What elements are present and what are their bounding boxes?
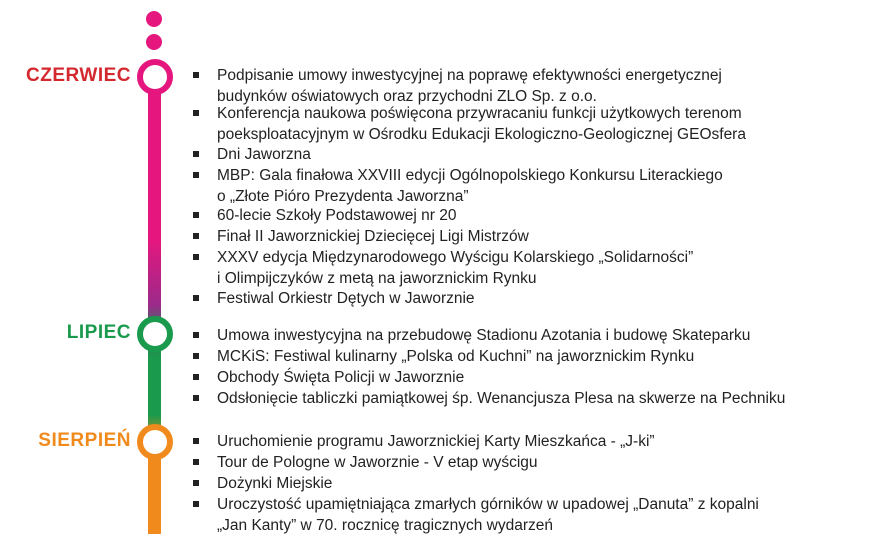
event-text: Festiwal Orkiestr Dętych w Jaworznie (217, 290, 475, 307)
event-text: Obchody Święta Policji w Jaworznie (217, 369, 465, 386)
bullet-icon (193, 254, 199, 260)
event-text: 60-lecie Szkoły Podstawowej nr 20 (217, 207, 457, 224)
event-text: Dni Jaworzna (217, 146, 311, 163)
bullet-icon (193, 501, 199, 507)
bullet-icon (193, 395, 199, 401)
event-text: Uroczystość upamiętniająca zmarłych górników w upadowej „Danuta” z kopalni „Jan Kanty” w 70. rocznicę tragicznych wydarzeń (217, 496, 759, 534)
bullet-icon (193, 72, 199, 78)
bullet-icon (193, 233, 199, 239)
bullet-icon (193, 480, 199, 486)
timeline-track (148, 70, 161, 534)
bullet-icon (193, 332, 199, 338)
bullet-icon (193, 353, 199, 359)
event-text: Umowa inwestycyjna na przebudowę Stadionu Azotania i budowę Skateparku (217, 327, 751, 344)
event-text: XXXV edycja Międzynarodowego Wyścigu Kolarskiego „Solidarności” i Olimpijczyków z metą na jaworznickim Rynku (217, 249, 694, 287)
bullet-icon (193, 151, 199, 157)
event-text: Odsłonięcie tabliczki pamiątkowej śp. Wenancjusza Plesa na skwerze na Pechniku (217, 390, 786, 407)
bullet-icon (193, 212, 199, 218)
lipiec-ring (137, 316, 173, 352)
event-text: Uruchomienie programu Jaworznickiej Karty Mieszkańca - „J-ki” (217, 433, 655, 450)
event-text: MCKiS: Festiwal kulinarny „Polska od Kuchni” na jaworznickim Rynku (217, 348, 695, 365)
bullet-icon (193, 172, 199, 178)
timeline-dot-top (146, 11, 162, 27)
event-text: Finał II Jaworznickiej Dziecięcej Ligi Mistrzów (217, 228, 529, 245)
bullet-icon (193, 110, 199, 116)
month-label-czerwiec: CZERWIEC (26, 65, 131, 86)
czerwiec-ring (137, 59, 173, 95)
event-text: Tour de Pologne w Jaworznie - V etap wyścigu (217, 454, 538, 471)
month-label-sierpien: SIERPIEŃ (38, 430, 131, 451)
sierpien-ring (137, 424, 173, 460)
event-text: Dożynki Miejskie (217, 475, 333, 492)
event-text: Konferencja naukowa poświęcona przywracaniu funkcji użytkowych terenom poeksploatacyjnym w Ośrodku Edukacji Ekologiczno-Geologicznej GEOsfera (217, 105, 746, 143)
bullet-icon (193, 374, 199, 380)
bullet-icon (193, 295, 199, 301)
timeline-dot-second (146, 34, 162, 50)
event-text: MBP: Gala finałowa XXVIII edycji Ogólnopolskiego Konkursu Literackiego o „Złote Pióro Prezydenta Jaworzna” (217, 167, 723, 205)
bullet-icon (193, 459, 199, 465)
bullet-icon (193, 438, 199, 444)
month-label-lipiec: LIPIEC (66, 322, 131, 343)
event-text: Podpisanie umowy inwestycyjnej na poprawę efektywności energetycznej budynków oświatowych oraz przychodni ZLO Sp. z o.o. (217, 67, 722, 105)
